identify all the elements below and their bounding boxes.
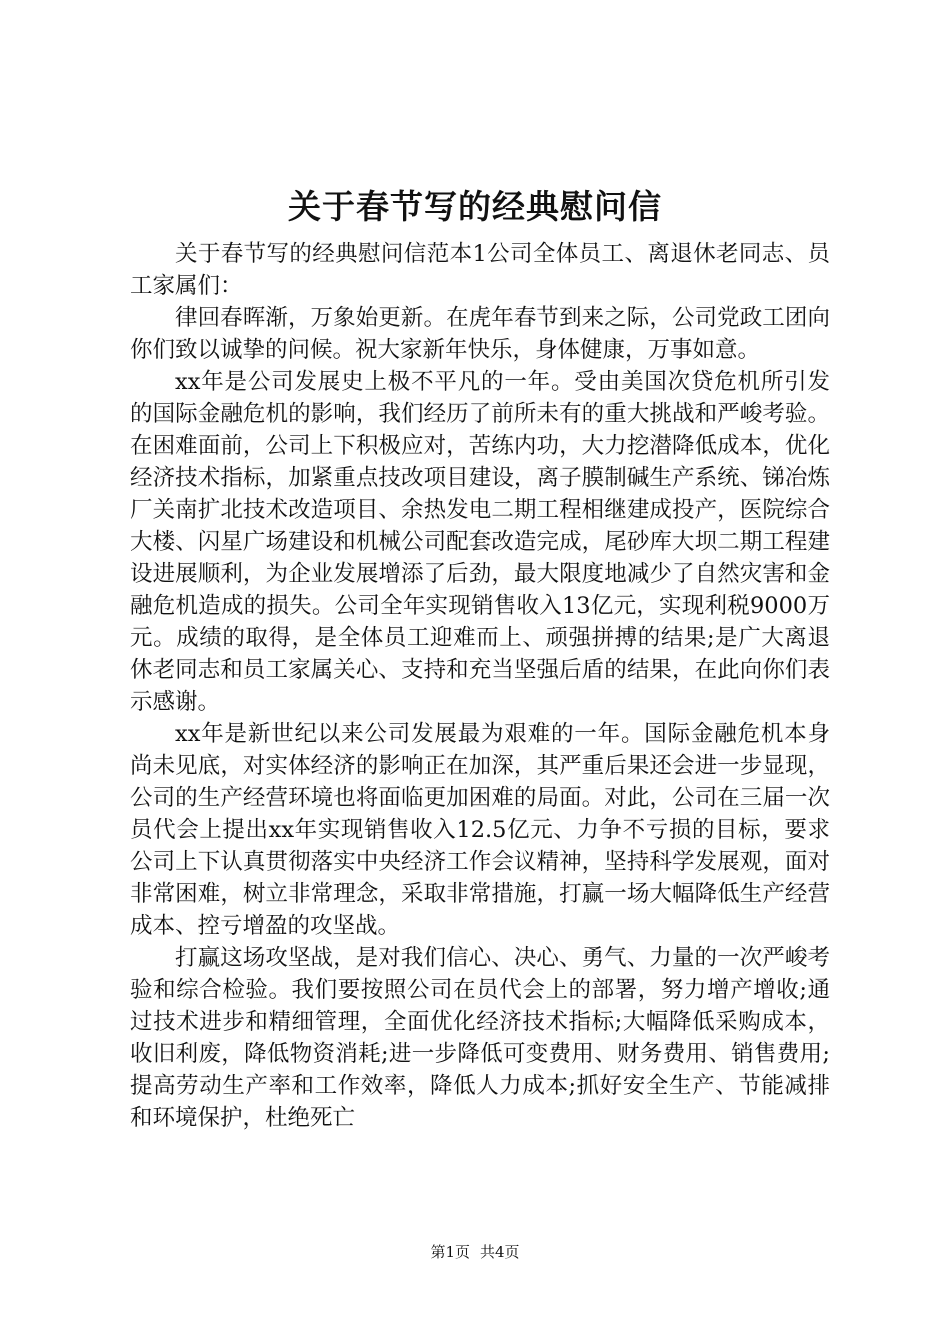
page-number: 第1页: [430, 1243, 470, 1261]
paragraph-tasks: 打赢这场攻坚战，是对我们信心、决心、勇气、力量的一次严峻考验和综合检验。我们要按照公司在员代会上的部署，努力增产增收;通过技术进步和精细管理，全面优化经济技术指标;大幅降低采购成本，收旧利废，降低物资消耗;进一步降低可变费用、财务费用、销售费用;提高劳动生产率和工作效率，降低人力成本;抓好安全生产、节能减排和环境保护，杜绝死亡: [130, 945, 830, 1131]
paragraph-review: xx年是公司发展史上极不平凡的一年。受由美国次贷危机所引发的国际金融危机的影响，我们经历了前所未有的重大挑战和严峻考验。在困难面前，公司上下积极应对，苦练内功，大力挖潜降低成本，优化经济技术指标，加紧重点技改项目建设，离子膜制碱生产系统、锑冶炼厂关南扩北技术改造项目、余热发电二期工程相继建成投产，医院综合大楼、闪星广场建设和机械公司配套改造完成，尾砂库大坝二期工程建设进展顺利，为企业发展增添了后劲，最大限度地减少了自然灾害和金融危机造成的损失。公司全年实现销售收入13亿元，实现利税9000万元。成绩的取得，是全体员工迎难而上、顽强拼搏的结果;是广大离退休老同志和员工家属关心、支持和充当坚强后盾的结果，在此向你们表示感谢。: [130, 369, 830, 715]
paragraph-greeting: 律回春晖渐，万象始更新。在虎年春节到来之际，公司党政工团向你们致以诚挚的问候。祝大家新年快乐，身体健康，万事如意。: [130, 305, 830, 363]
page-total: 共4页: [480, 1243, 520, 1261]
document-body: [130, 238, 830, 1134]
paragraph-outlook: xx年是新世纪以来公司发展最为艰难的一年。国际金融危机本身尚未见底，对实体经济的影响正在加深，其严重后果还会进一步显现，公司的生产经营环境也将面临更加困难的局面。对此，公司在三届一次员代会上提出xx年实现销售收入12.5亿元、力争不亏损的目标，要求公司上下认真贯彻落实中央经济工作会议精神，坚持科学发展观，面对非常困难，树立非常理念，采取非常措施，打赢一场大幅降低生产经营成本、控亏增盈的攻坚战。: [130, 721, 830, 939]
page-footer: [0, 1242, 950, 1262]
paragraph-salutation: 关于春节写的经典慰问信范本1公司全体员工、离退休老同志、员工家属们：: [130, 241, 830, 299]
document-title: 关于春节写的经典慰问信: [288, 187, 662, 226]
